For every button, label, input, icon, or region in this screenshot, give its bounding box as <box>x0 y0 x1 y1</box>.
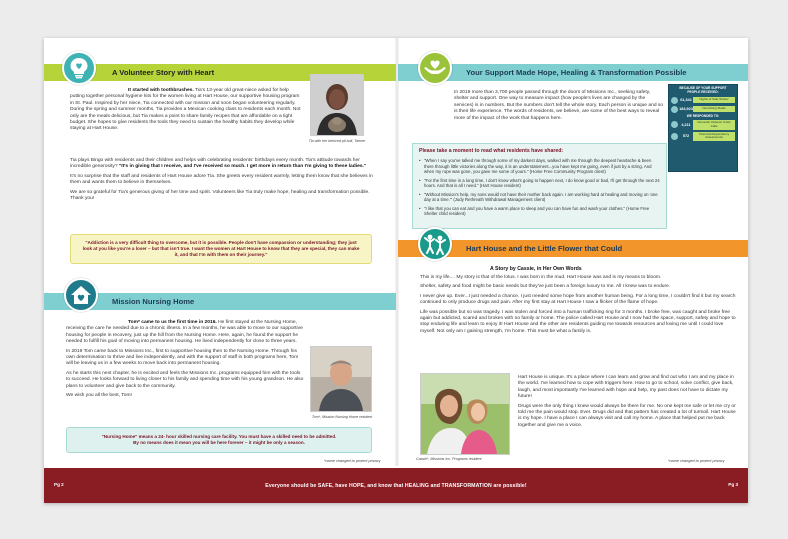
quotes-heading: Please take a moment to read what residents have shared: <box>419 148 564 154</box>
volunteer-p3: It's no surprise that the staff and residents of Hart House adore Tia. She greets every resident warmly, letting them know that she believes in them and wants them to believe in themselves. <box>70 173 373 186</box>
flower-story-text <box>420 275 738 338</box>
volunteer-p2: Tia plays Bingo with residents and their children and helps with celebrating residents' birthdays every month. Tia's attitude towards her incredible generosity? <box>70 158 360 170</box>
flower-p4: Life was possible but so was tragedy. I was stolen and forced into a human trafficking ring for 3 months. I broke free, was caught and broke free again but addicted, scared and broken with no family or home. The police called Hart House and I now had the space, support, safety and hope to stop enduring life and learn to enjoy it! Hart House and the other are residents guiding me towards resources and loving me until I could love myself. Not only am I gaining strength, I'm home. This must be what a family is. <box>420 309 736 334</box>
resident-quote: • "Without Mission's help, my sons would not have their mother back again. I am working hard at healing and moving on 'one day at a time.'" (Judy Rethreath Withdrawal Management client) <box>419 192 660 203</box>
flower-story-text-cont <box>518 375 740 432</box>
nursing-definition-2: By no means does it mean you will be here forever – it might be only a season. <box>133 440 305 445</box>
nursing-heading: Mission Nursing Home <box>112 297 195 306</box>
flower-p1: This is my life.... My story is that of the lotus. I was born in the mud. Hart House was and is my means to bloom. <box>420 275 662 280</box>
flower-privacy-note: *name changed to protect privacy <box>668 459 725 463</box>
page-number-right: Pg 3 <box>728 482 738 487</box>
nursing-p4: We wish you all the best, Tom! <box>66 393 132 399</box>
jumping-people-icon <box>418 227 452 261</box>
volunteer-story-text-cont <box>70 158 380 205</box>
page-number-left: Pg 2 <box>54 482 64 487</box>
newsletter-spread <box>44 38 748 503</box>
resident-quotes-box <box>412 143 667 229</box>
resident-quote: • "For the first time in a long time, I don't know what's going to happen next, I do know good or bad, I'll get through the next 24 hours. And that is all I need." (Hart House resident) <box>419 178 660 189</box>
stat-number: 61,341 <box>680 98 692 103</box>
page-footer <box>44 468 748 503</box>
clipboard-icon <box>671 133 678 140</box>
resident-quote: • "When I say you've talked me through some of my darkest days, walked with me through the deepest heartache & been there through little victories along the way, it is an understatement...you have kept me going, even if just by a string. And when my rope was gone, you gave me some of yours." (Home Free Community Program client) <box>419 158 660 175</box>
right-page <box>398 38 748 468</box>
tom-photo <box>310 346 372 412</box>
footer-slogan: Everyone should be SAFE, have HOPE, and know that HEALING and TRANSFORMATION are possible! <box>265 482 527 489</box>
impact-stats-panel <box>668 84 738 172</box>
stats-mid-label: WE RESPONDED TO: <box>686 113 720 118</box>
stats-heading-2: PEOPLE RECEIVED: <box>687 89 719 94</box>
stat-row <box>671 120 735 129</box>
flower-p2: Shelter, safety and food might be basic needs but they've just been a foreign luxury to me. All I knew was to endure. <box>420 284 671 290</box>
lightbulb-heart-icon <box>62 51 96 85</box>
stat-label: Domestic Violence Crisis Calls <box>693 120 735 129</box>
nursing-p3: As he starts this next chapter, he is excited and feels the Missions Inc. programs equipped him with the tools to succeed. He looks forward to living closer to his family and spending time with his young grandson. He also plans to volunteer and give back to the community. <box>66 370 304 389</box>
nursing-lead: Tom* came to us the first time in 2016. <box>128 320 217 325</box>
stat-row <box>671 132 735 141</box>
stat-number: 572 <box>682 134 690 139</box>
bed-icon <box>671 97 678 104</box>
volunteer-p4: We are so grateful for Tia's generous giving of her time and spirit. Volunteers like Tia truly make hope, healing and transformation possible. Thank you! <box>70 189 370 202</box>
flower-p5: Hart House is unique. It's a place where I can learn and grow and find out who I am and my place in the world. I've learned how to cope with triggers here. How to go to school, solve conflict, give back, laugh, and most importantly I've learned with hope and help, my past does not have to dictate my future! <box>518 375 734 400</box>
flower-heading: Hart House and the Little Flower that Could <box>466 244 623 253</box>
nursing-p2: In 2019 Tom came back to Missions Inc., first to supportive housing then to the Nursing Home. Through his own determination to thrive and live independently, and with the support of staff in both programs here, Tom will be leaving us in a few weeks to move back into permanent housing. <box>66 348 299 367</box>
stat-number: 4,211 <box>681 122 691 127</box>
stats-heading-1: BECAUSE OF YOUR SUPPORT <box>679 86 727 90</box>
nursing-p1: He first stayed at the Nursing Home, receiving the care he needed due to a chronic illness. In a few months, he was able to move to our supportive housing for people in recovery, just up the hill from the Nursing Home. Here, again, he found the support he needed to fulfill his goal of moving into permanent housing. He lived independently for close to three years. <box>66 320 303 345</box>
support-heading: Your Support Made Hope, Healing & Transformation Possible <box>466 68 687 77</box>
stat-row <box>671 106 735 113</box>
stat-number: 184,923 <box>679 107 693 112</box>
meal-icon <box>671 106 678 113</box>
stat-label: Nights of Safe Shelter <box>693 97 735 103</box>
volunteer-p2-quote: "It's in giving that I receive, and I've received so much. I get more in return than I'm giving to these ladies." <box>118 164 367 170</box>
nursing-privacy-note: *name changed to protect privacy <box>324 459 381 463</box>
volunteer-story-text <box>70 88 302 136</box>
stat-row <box>671 97 735 104</box>
tia-photo <box>310 74 364 136</box>
tom-photo-caption: Tom*, Mission Nursing Home resident <box>311 415 373 419</box>
nursing-story-text <box>66 320 304 402</box>
support-intro: In 2019 more than 3,700 people passed through the doors of Missions Inc., seeking safety, shelter and support. One way to measure impact (how people's lives are changed by the services) is in numbers. But the numbers don't tell the whole story. Each person is unique and so is their life experience. The words of residents, we believe, are some of the best ways to reveal more of the impact of the work that happens here. <box>454 90 664 121</box>
left-page <box>44 38 396 468</box>
volunteer-heading: A Volunteer Story with Heart <box>112 68 215 77</box>
flower-byline: A Story by Cassie, in Her Own Words <box>490 266 582 272</box>
resident-quote: • "I like that you can eat and you have a warm place to sleep and you can have fun and wash your clothes." (Home Free Shelter child resident) <box>419 206 660 217</box>
phone-icon <box>671 121 678 128</box>
addiction-quote-callout <box>70 234 372 264</box>
volunteer-lead: It started with toothbrushes. <box>128 88 194 93</box>
cassie-photo <box>420 373 510 455</box>
flower-p6: Drugs were the only thing I knew would always be there for me. No one kept me safe or let me cry or told me the pain would stop. Ever. Drugs did and that pattern has created a lot of turmoil. Hart House is my hope. I have a place I can always visit and call my home. A place that helped put me back together and give me a voice. <box>518 403 736 428</box>
volunteer-p1: Tia's 13-year old great-niece asked for help putting together personal hygiene kits for the women living at Hart House, our supportive housing program in St. Paul. Inspired by her niece, Tia connected with our mission and soon began volunteering regularly. During the spring and summer months, Tia provides a Mexican cooking class to residents each month. Not only are the meals delicious, but Tia makes a point to share family recipes that are affordable on a tight budget. She hopes to give residents the tools they need to sustain the healthy habits they develop while staying at Hart House. <box>70 88 301 132</box>
tia-photo-caption: Tia with her beloved pit bull, Tanner <box>308 139 366 143</box>
addiction-quote: "Addiction is a very difficult thing to overcome, but it is possible. People don't have compassion or understanding; they just look at you like you're a loser – but that isn't true. I want the women at Hart House to know that they are special, they can make it, and that I'm with them on their journey." <box>82 240 360 257</box>
flower-p3: I never give up. Ever...I just needed a chance. I just needed some hope from another human being. For a long time, I couldn't find it but my search continued to only produce drugs and pain. After my first stay at Hart House I saw a flicker of the flame of hope. <box>420 293 736 306</box>
house-heart-icon <box>64 278 98 312</box>
stat-label: Nourishing Meals <box>693 106 735 112</box>
nursing-definition-1: "Nursing Home" means a 24- hour skilled nursing care facility. You must have a skilled need to be admitted. <box>101 434 337 439</box>
hands-heart-icon <box>418 51 452 85</box>
nursing-definition-callout <box>66 427 372 453</box>
stat-label: Chemical Dependency Assessments <box>693 132 735 141</box>
cassie-photo-caption: Cassie*, Missions Inc. Programs resident <box>416 457 482 461</box>
